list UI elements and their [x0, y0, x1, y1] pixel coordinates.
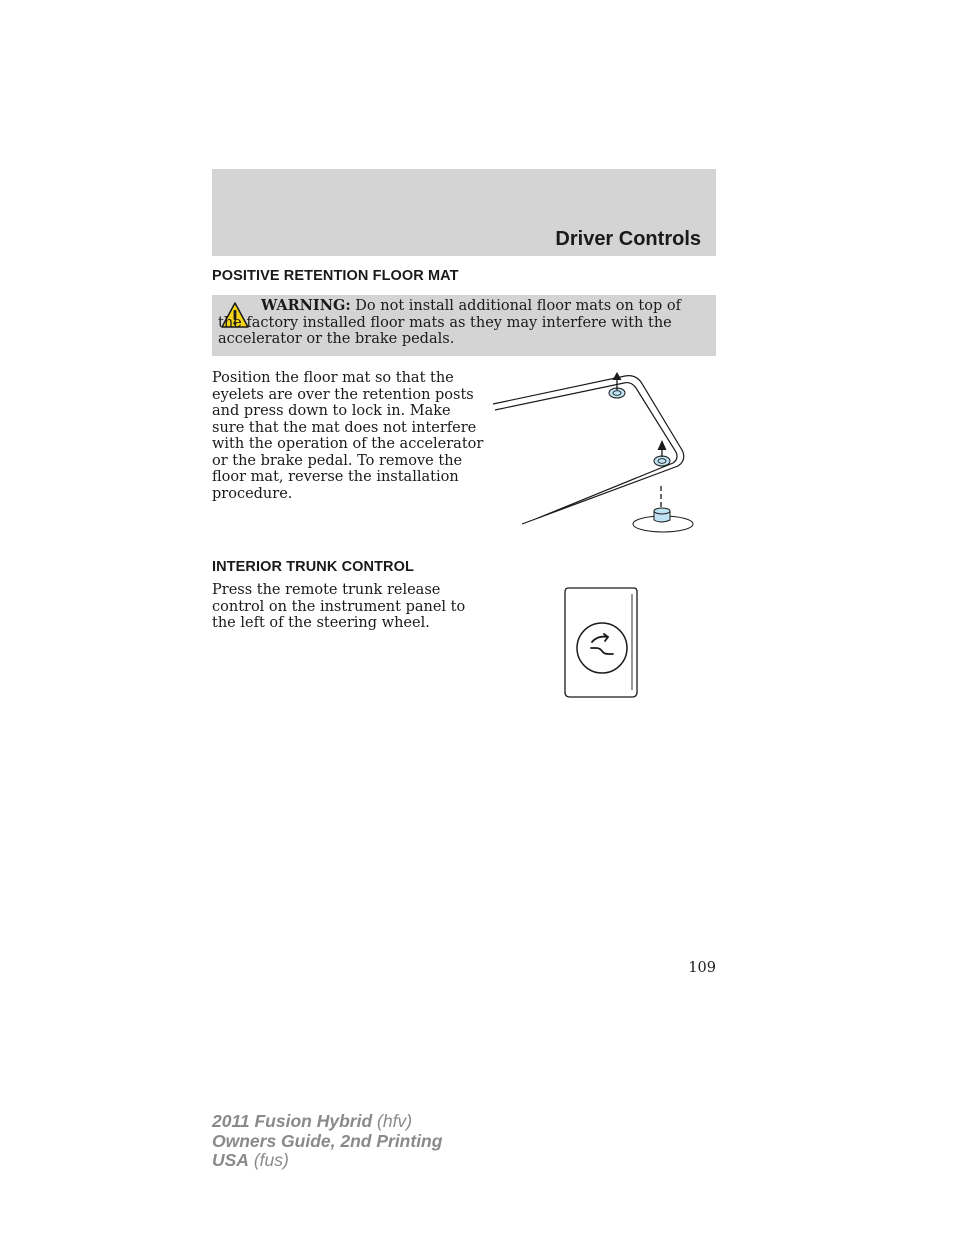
header-title: Driver Controls [555, 228, 701, 250]
trunk-release-button-icon [560, 586, 642, 702]
text-line: with the operation of the accelerator [212, 436, 484, 452]
footer [212, 1112, 442, 1171]
header-band [212, 169, 716, 256]
footer-line [212, 1112, 442, 1132]
text-line: sure that the mat does not interfere [212, 419, 477, 436]
section-heading-trunk-control: INTERIOR TRUNK CONTROL [212, 559, 414, 575]
page-number: 109 [688, 960, 716, 976]
section-heading-floor-mat: POSITIVE RETENTION FLOOR MAT [212, 268, 459, 284]
footer-line [212, 1151, 442, 1171]
floor-mat-instructions [212, 370, 483, 502]
warning-box [212, 295, 716, 356]
warning-text [218, 298, 698, 348]
footer-market: USA [212, 1150, 249, 1170]
eyelet-middle [654, 440, 670, 466]
text-line: Press the remote trunk release [212, 582, 441, 598]
text-line: eyelets are over the retention posts [212, 386, 474, 403]
text-line: floor mat, reverse the installation [212, 469, 459, 485]
footer-model-code: (hfv) [377, 1111, 413, 1131]
text-line: control on the instrument panel to [212, 598, 466, 615]
text-line: the left of the steering wheel. [212, 615, 430, 631]
footer-model: 2011 Fusion Hybrid [212, 1111, 373, 1131]
footer-line [212, 1132, 442, 1152]
text-line: or the brake pedal. To remove the [212, 452, 463, 469]
floor-mat-retention-diagram [490, 368, 700, 538]
warning-message: Do not install additional floor mats on top of the factory installed floor mats as they may interfere with the accelerator or the brake pedals. [218, 298, 681, 347]
footer-market-code: (fus) [253, 1150, 289, 1170]
footer-guide: Owners Guide, 2nd Printing [212, 1130, 443, 1151]
text-line: procedure. [212, 485, 293, 502]
warning-label: WARNING: [261, 297, 351, 314]
text-line: and press down to lock in. Make [212, 403, 451, 419]
retention-post [633, 508, 693, 532]
text-line: Position the floor mat so that the [212, 370, 454, 386]
trunk-control-instructions [212, 582, 465, 632]
